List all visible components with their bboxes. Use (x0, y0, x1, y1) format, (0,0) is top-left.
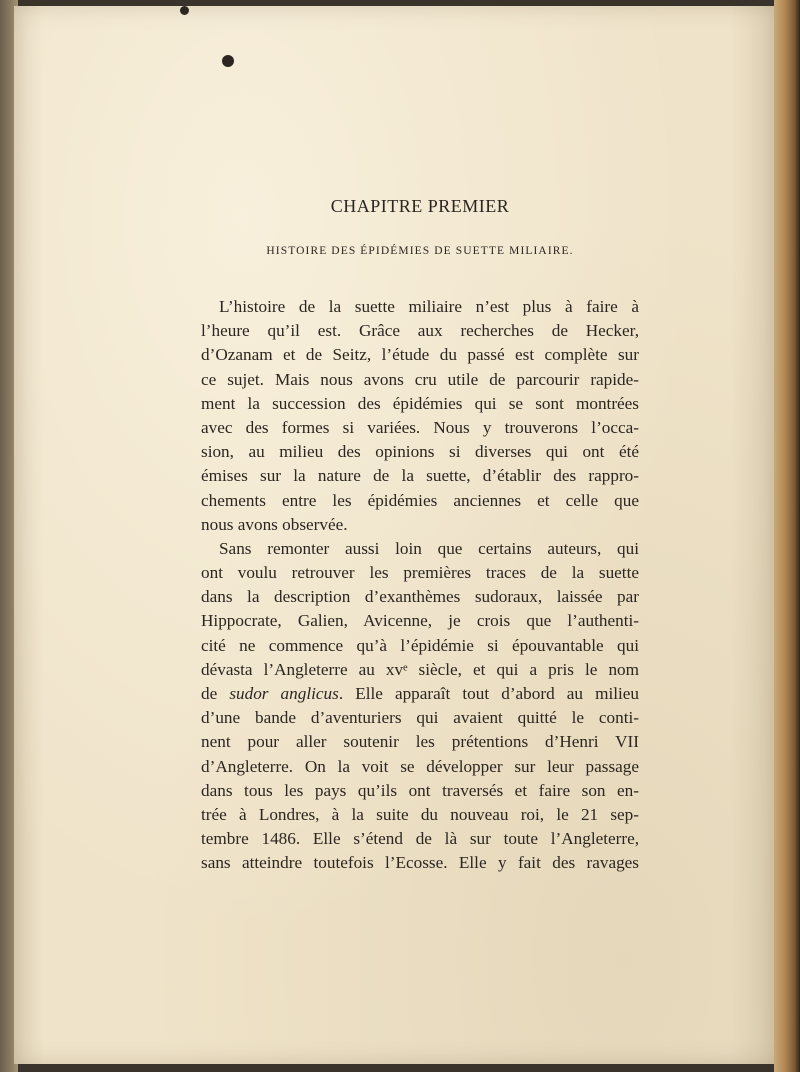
text-line: ce sujet. Mais nous avons cru utile de parcourir rapide- (201, 369, 639, 389)
text-line: d’une bande d’aventuriers qui avaient quitté le conti- (201, 708, 639, 728)
text-segment: de (201, 684, 230, 703)
text-line: sans atteindre toutefois l’Ecosse. Elle y fait des ravages (201, 853, 639, 873)
text-line: chements entre les épidémies anciennes et celle que (201, 490, 639, 510)
text-line: cité ne commence qu’à l’épidémie si épouvantable qui (201, 635, 639, 655)
page-edge (774, 0, 800, 1072)
text-line: dévasta l’Angleterre au xvᵉ siècle, et qui a pris le nom (201, 659, 639, 679)
text-line: l’heure qu’il est. Grâce aux recherches de Hecker, (201, 321, 639, 341)
text-line: L’histoire de la suette miliaire n’est plus à faire à (219, 297, 639, 316)
binding-hole-icon (180, 6, 189, 15)
text-line: émises sur la nature de la suette, d’établir des rappro- (201, 466, 639, 486)
text-line: dans la description d’exanthèmes sudoraux, laissée par (201, 587, 639, 607)
text-line: tembre 1486. Elle s’étend de là sur toute l’Angleterre, (201, 829, 639, 849)
text-line: Hippocrate, Galien, Avicenne, je crois que l’authenti- (201, 611, 639, 631)
text-segment: . Elle apparaît tout d’abord au milieu (338, 684, 639, 703)
text-line: Sans remonter aussi loin que certains auteurs, qui (219, 538, 639, 558)
text-line: dans tous les pays qu’ils ont traversés et faire son en- (201, 780, 639, 800)
text-line: d’Angleterre. On la voit se développer sur leur passage (201, 756, 639, 776)
text-line: d’Ozanam et de Seitz, l’étude du passé est complète sur (201, 345, 639, 365)
text-line: ont voulu retrouver les premières traces de la suette (201, 563, 639, 583)
text-line: avec des formes si variées. Nous y trouverons l’occa- (201, 417, 639, 437)
text-line: trée à Londres, à la suite du nouveau roi, le 21 sep- (201, 804, 639, 824)
text-line: nent pour aller soutenir les prétentions d’Henri VII (201, 732, 639, 752)
text-line: sion, au milieu des opinions si diverses qui ont été (201, 442, 639, 462)
chapter-subtitle: HISTOIRE DES ÉPIDÉMIES DE SUETTE MILIAIRE. (266, 245, 574, 257)
text-line: ment la succession des épidémies qui se sont montrées (201, 393, 639, 413)
punch-hole-icon (222, 55, 234, 67)
italic-term: sudor anglicus (229, 684, 339, 703)
chapter-title: CHAPITRE PREMIER (330, 196, 510, 216)
body-text (201, 295, 639, 876)
text-line-with-italic (201, 682, 639, 706)
text-line: nous avons observée. (201, 514, 348, 534)
